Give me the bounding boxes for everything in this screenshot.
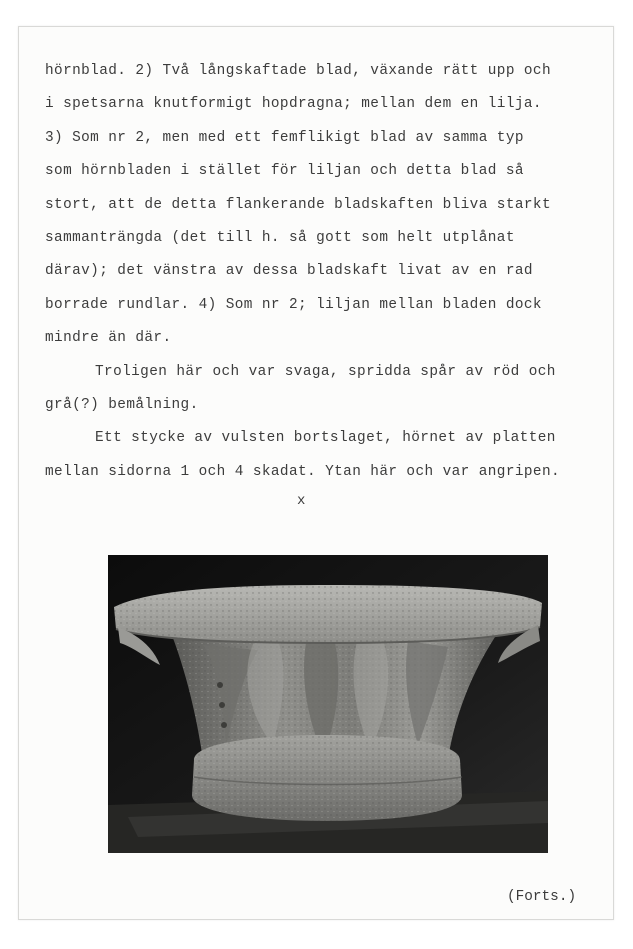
text-line: i spetsarna knutformigt hopdragna; mellan dem en lilja.: [45, 96, 542, 113]
continued-note: (Forts.): [507, 889, 577, 905]
text-line: Ett stycke av vulsten bortslaget, hörnet av platten: [95, 430, 556, 447]
stone-capital-image: [108, 555, 548, 853]
document-page: [18, 26, 614, 920]
capital-photograph: [108, 555, 548, 853]
text-line: därav); det vänstra av dessa bladskaft livat av en rad: [45, 263, 533, 280]
text-line: mellan sidorna 1 och 4 skadat. Ytan här och var angripen.: [45, 463, 561, 480]
text-line: 3) Som nr 2, men med ett femflikigt blad av samma typ: [45, 129, 524, 146]
text-line: borrade rundlar. 4) Som nr 2; liljan mellan bladen dock: [45, 296, 542, 313]
text-line: som hörnbladen i stället för liljan och detta blad så: [45, 163, 524, 180]
text-line: stort, att de detta flankerande bladskaften bliva starkt: [45, 196, 552, 213]
text-line: sammanträngda (det till h. så gott som helt utplånat: [45, 229, 515, 246]
text-line: hörnblad. 2) Två långskaftade blad, växande rätt upp och: [45, 63, 552, 79]
typed-text-body: [45, 55, 615, 489]
text-line: grå(?) bemålning.: [45, 396, 199, 413]
section-separator: x: [297, 493, 306, 509]
text-line: mindre än där.: [45, 330, 172, 347]
text-line: Troligen här och var svaga, spridda spår av röd och: [95, 363, 556, 380]
